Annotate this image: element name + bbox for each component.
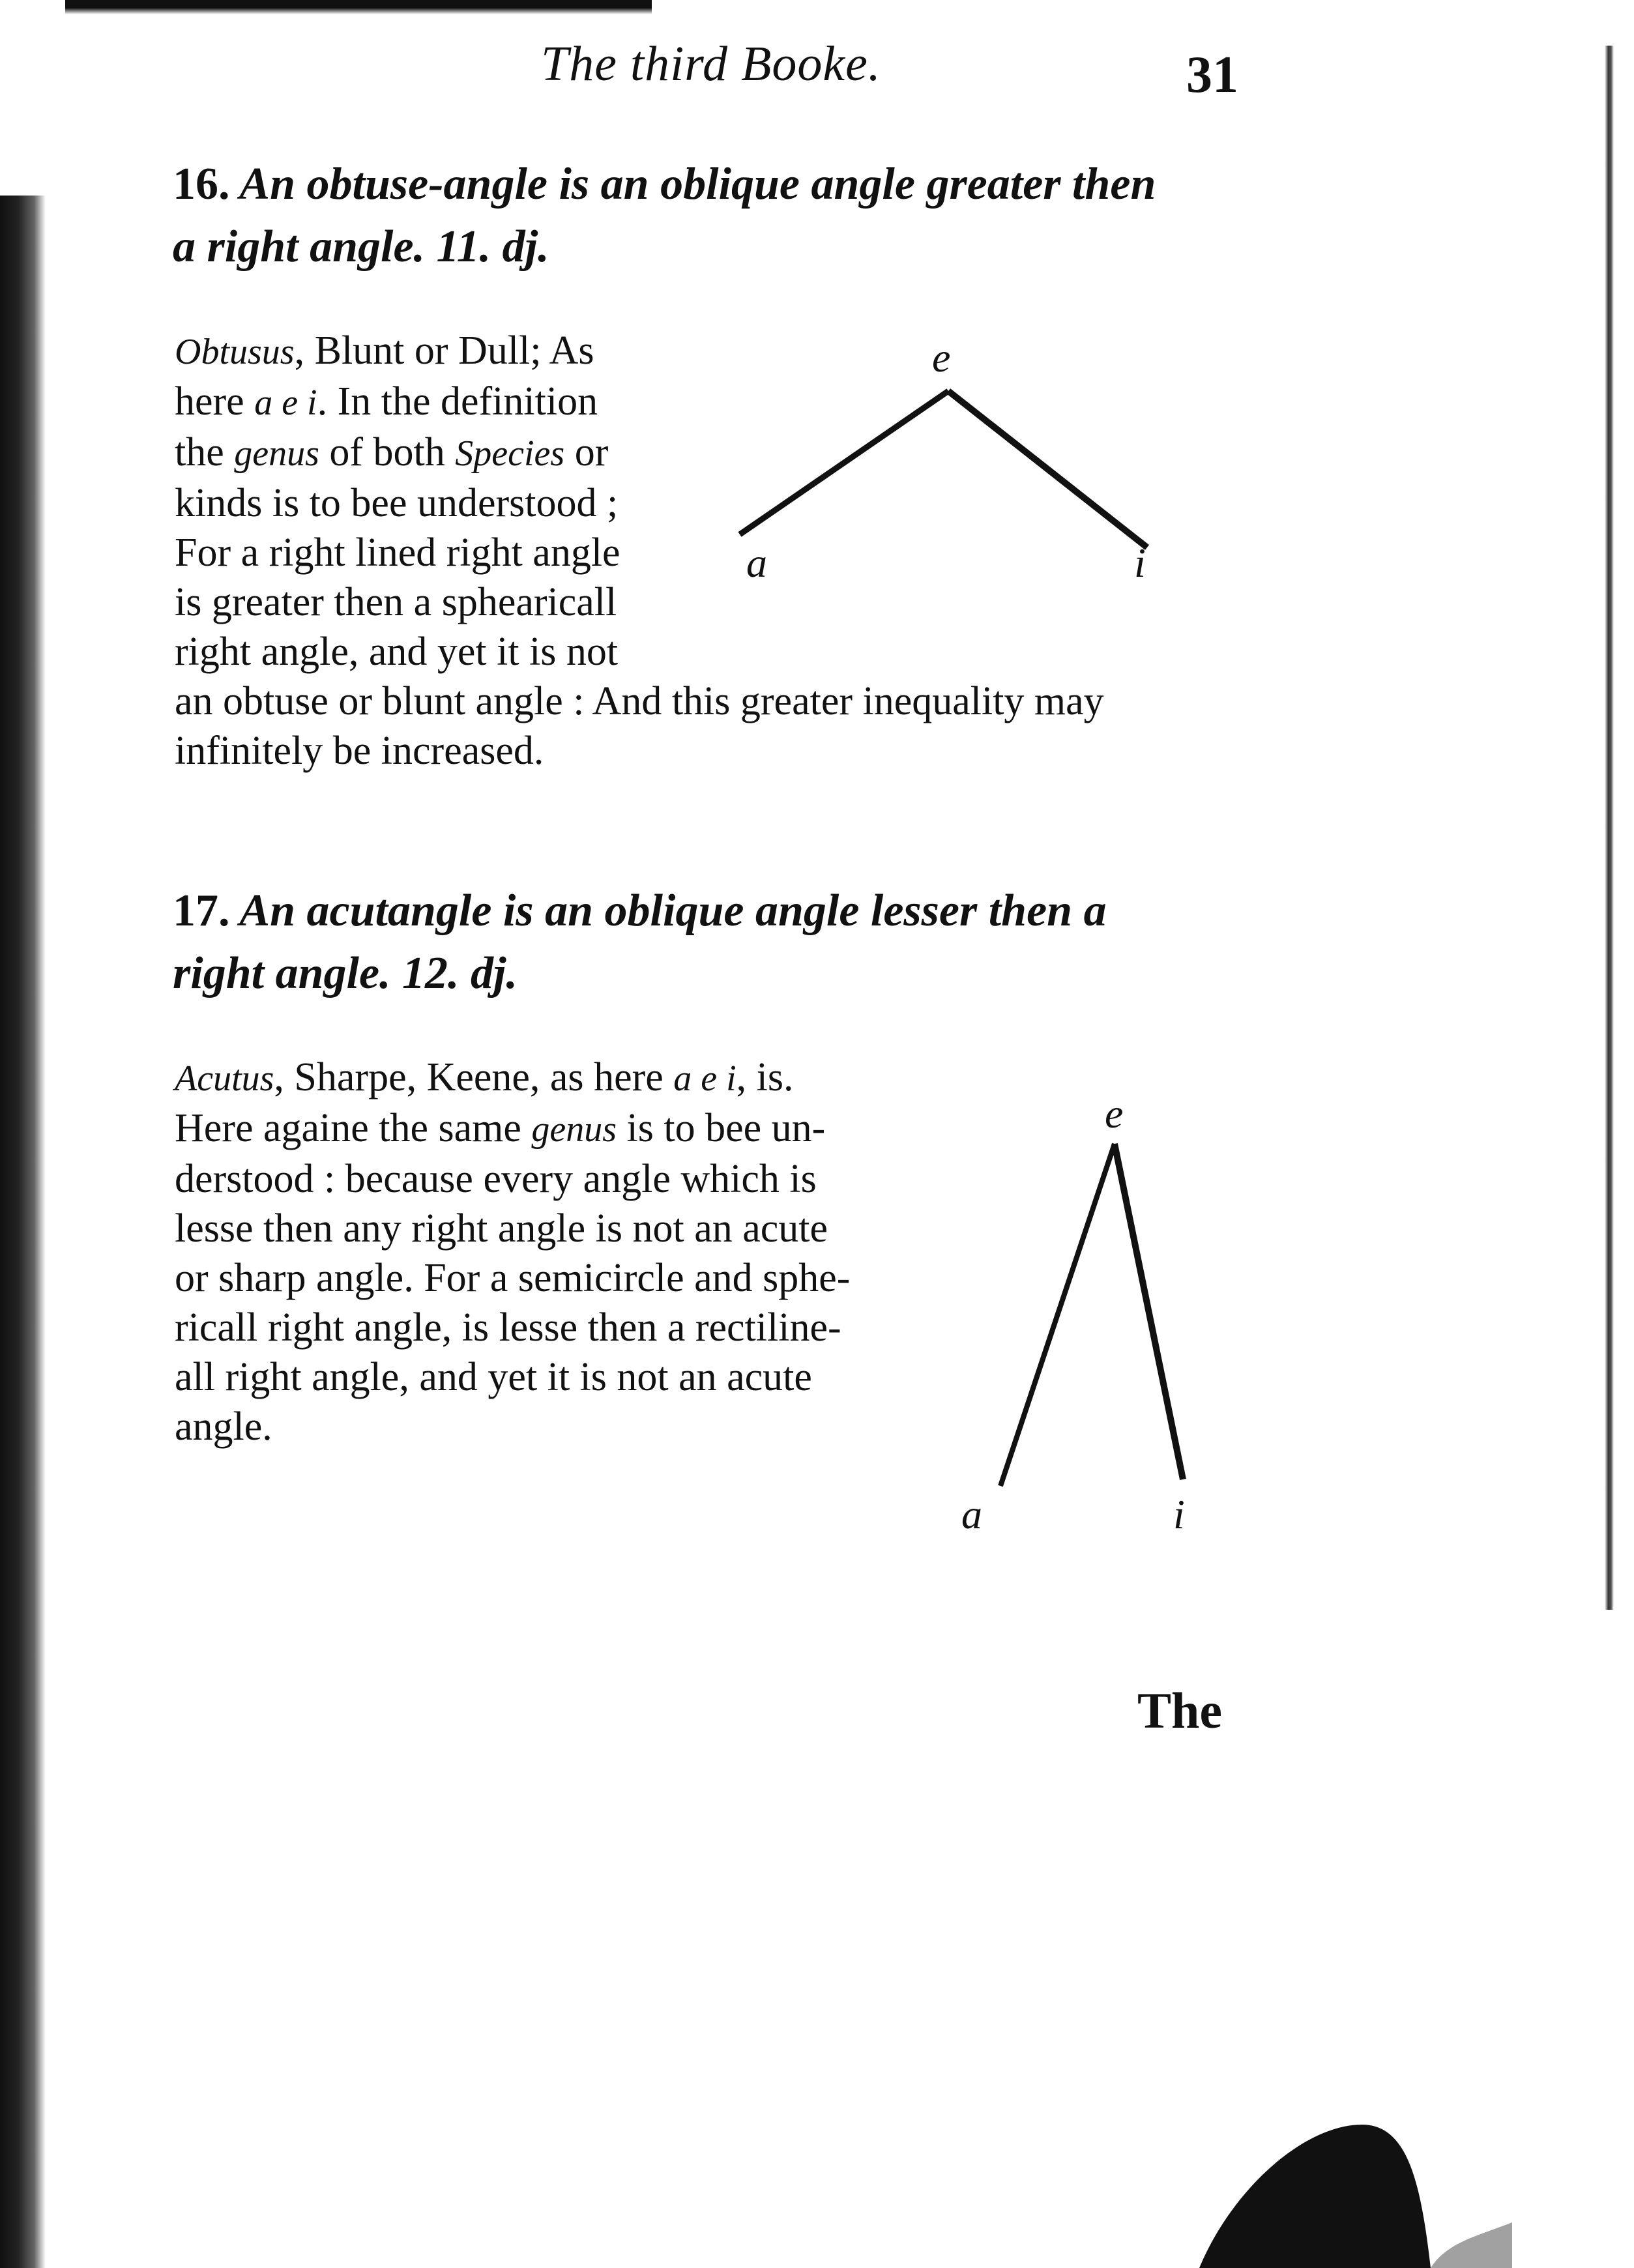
scan-shadow-right: [1605, 46, 1614, 1610]
obtuse-left-label: a: [746, 540, 767, 586]
acute-right-label: i: [1173, 1491, 1185, 1537]
obtuse-angle-figure: [717, 326, 1238, 600]
acute-angle-right-arm: [1115, 1144, 1183, 1479]
definition-16-line2: a right angle. 11. dj.: [173, 222, 549, 272]
definition-17-line1: [173, 880, 1107, 942]
definition-17-line2: right angle. 12. dj.: [173, 948, 518, 998]
definition-16-heading: [173, 153, 1156, 278]
ink-blot: [1173, 2072, 1512, 2268]
definition-16-line1: [173, 153, 1156, 216]
text-line: Obtusus, Blunt or Dull; As: [175, 328, 594, 373]
text-line: all right angle, and yet it is not an acute: [175, 1355, 812, 1399]
acute-angle-left-arm: [1000, 1144, 1115, 1486]
obtuse-vertex-label: e: [932, 334, 951, 381]
obtuse-angle-right-arm: [948, 391, 1147, 547]
definition-17-text: An acutangle is an oblique angle lesser then a: [239, 886, 1107, 936]
text-line: angle.: [175, 1404, 272, 1449]
definition-16-text: An obtuse-angle is an oblique angle greater then: [239, 159, 1156, 209]
definition-17-heading: [173, 880, 1107, 1005]
obtuse-angle-left-arm: [740, 391, 948, 534]
scan-shadow-left: [0, 196, 46, 2268]
page-number: 31: [1186, 46, 1238, 104]
text-line: lesse then any right angle is not an acute: [175, 1206, 828, 1251]
text-line: derstood : because every angle which is: [175, 1157, 817, 1201]
acute-vertex-label: e: [1105, 1090, 1124, 1137]
text-line: ricall right angle, is lesse then a rectiline-: [175, 1305, 841, 1350]
text-line: For a right lined right angle: [175, 531, 620, 575]
definition-17-commentary: [175, 1053, 850, 1451]
text-line: infinitely be increased.: [175, 729, 544, 773]
text-line: here a e i. In the definition: [175, 379, 598, 424]
running-header: The third Booke.: [541, 36, 881, 91]
text-line: is greater then a sphearicall: [175, 580, 617, 624]
text-line: Acutus, Sharpe, Keene, as here a e i, is.: [175, 1055, 794, 1099]
text-line: Here againe the same genus is to bee un-: [175, 1106, 826, 1150]
definition-16-number: 16.: [173, 159, 230, 209]
obtuse-right-label: i: [1134, 540, 1146, 586]
text-line: right angle, and yet it is not: [175, 630, 619, 674]
text-line: kinds is to bee understood ;: [175, 481, 619, 525]
acute-left-label: a: [961, 1491, 982, 1537]
catchword: The: [1137, 1682, 1223, 1739]
acute-angle-figure: [939, 1082, 1251, 1551]
text-line: an obtuse or blunt angle : And this greater inequality may: [175, 679, 1104, 723]
definition-17-number: 17.: [173, 886, 230, 936]
text-line: or sharp angle. For a semicircle and sphe-: [175, 1256, 851, 1300]
text-line: the genus of both Species or: [175, 430, 609, 474]
scan-shadow-top: [65, 0, 652, 14]
